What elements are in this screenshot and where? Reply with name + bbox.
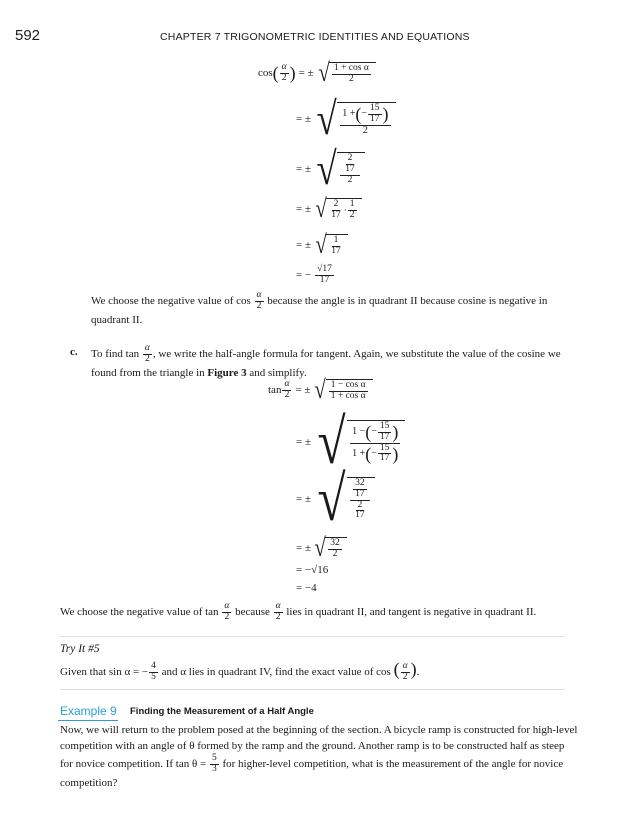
denominator: 2 bbox=[281, 72, 287, 83]
denominator: 17 bbox=[345, 164, 355, 175]
equals-pm: = ± bbox=[296, 113, 311, 125]
denominator: 2 bbox=[275, 611, 281, 622]
part-c-note bbox=[60, 602, 570, 623]
denominator: 17 bbox=[319, 274, 330, 285]
note-text: We choose the negative value of tan bbox=[60, 606, 219, 618]
numerator: 15 bbox=[370, 102, 380, 113]
denominator: 2 bbox=[402, 671, 408, 682]
intro-text: found from the triangle in bbox=[91, 366, 205, 379]
numerator: α bbox=[256, 290, 262, 300]
try-it-text-2: and α lies in quadrant IV, find the exact value of cos bbox=[161, 666, 391, 678]
part-b-result bbox=[296, 265, 335, 286]
part-c-step1 bbox=[268, 377, 373, 403]
equals-pm: = ± bbox=[296, 163, 311, 175]
equals-pm: = ± bbox=[296, 542, 311, 554]
example-line: competition with an angle of θ formed by the ramp and the ground. Another ramp is to be constructed half as steep bbox=[60, 740, 565, 752]
example-label: Example 9 bbox=[60, 704, 117, 718]
try-it-title: Try It #5 bbox=[60, 643, 100, 655]
denominator: 2 bbox=[256, 300, 262, 311]
intro-text: To find tan bbox=[91, 348, 140, 360]
example-body bbox=[60, 722, 580, 791]
example-title: Finding the Measurement of a Half Angle bbox=[130, 706, 314, 717]
numerator: √17 bbox=[317, 264, 332, 274]
denominator: 2 bbox=[284, 389, 290, 400]
denominator: 2 bbox=[144, 353, 150, 364]
numerator: 32 bbox=[355, 477, 365, 488]
denominator: 2 bbox=[362, 124, 368, 136]
try-it-text-1: Given that sin α = − bbox=[60, 666, 149, 678]
chapter-header bbox=[160, 31, 470, 43]
numerator: α bbox=[281, 61, 287, 72]
numerator: α bbox=[402, 661, 408, 671]
note-text: quadrant II. bbox=[91, 313, 143, 326]
paren: ( bbox=[272, 63, 279, 83]
radical-sign: √ bbox=[317, 406, 346, 477]
radical-sign: √ bbox=[316, 93, 337, 144]
numerator: α bbox=[275, 601, 281, 611]
part-b-step3 bbox=[296, 143, 365, 194]
try-it-text bbox=[60, 660, 570, 683]
page-number: 592 bbox=[15, 27, 41, 44]
radical-sign: √ bbox=[317, 463, 346, 534]
example-underline bbox=[58, 720, 118, 721]
example-line: for novice competition. If tan θ = bbox=[60, 758, 207, 770]
period: . bbox=[416, 666, 420, 678]
part-c-step3 bbox=[296, 463, 375, 534]
part-c-label: c. bbox=[70, 346, 78, 358]
part-b-step2: = ± √ 1 + ( − $\frac{15}{17}$ ) 2 bbox=[296, 96, 396, 142]
numerator: 4 bbox=[151, 661, 156, 671]
numerator: 1 + cos α bbox=[333, 62, 369, 73]
denominator: 3 bbox=[211, 763, 217, 774]
denominator: 17 bbox=[355, 510, 365, 521]
half-alpha-frac bbox=[280, 63, 289, 84]
example-line: competition? bbox=[60, 776, 118, 789]
chapter-title: TRIGONOMETRIC IDENTITIES AND EQUATIONS bbox=[223, 31, 470, 43]
divider bbox=[60, 636, 565, 637]
numerator: α bbox=[224, 601, 230, 611]
denominator: 17 bbox=[355, 488, 365, 499]
part-b-step4: = ± √ $\frac{2}{17}$ · $\frac{1}{2}$ bbox=[296, 196, 362, 222]
paren: ) bbox=[289, 63, 296, 83]
note-text: because bbox=[235, 606, 270, 618]
part-c-step4 bbox=[296, 535, 347, 561]
figure-link[interactable]: Figure 3 bbox=[207, 366, 247, 379]
note-text: because the angle is in quadrant II because cosine is negative in bbox=[267, 295, 548, 307]
example-line: Now, we will return to the problem posed at the beginning of the section. A bicycle ramp is constructed for high-level bbox=[60, 724, 578, 736]
equals-pm: = ± bbox=[296, 203, 311, 215]
tan-label: tan bbox=[268, 384, 282, 396]
intro-text: and simplify. bbox=[249, 366, 307, 379]
part-b-step5 bbox=[296, 232, 348, 258]
denominator: 2 bbox=[347, 174, 353, 185]
numerator: 1 − cos α bbox=[330, 379, 366, 390]
radical-sign: √ bbox=[316, 143, 337, 194]
numerator: 2 bbox=[347, 153, 353, 164]
one-plus: 1 + bbox=[342, 108, 356, 119]
cos-label: cos bbox=[258, 67, 273, 79]
equals-minus: = − bbox=[296, 269, 312, 282]
part-b-note bbox=[91, 291, 571, 329]
numerator: α bbox=[144, 343, 150, 353]
equals-pm: = ± bbox=[298, 67, 314, 79]
radical-sign: √ bbox=[315, 194, 327, 223]
note-text: lies in quadrant II, and tangent is negative in quadrant II. bbox=[286, 606, 537, 618]
denominator: 1 + cos α bbox=[330, 390, 366, 401]
radical-sign: √ bbox=[318, 58, 330, 87]
chapter-label: CHAPTER 7 bbox=[160, 31, 221, 43]
example-line: for higher-level competition, what is the measurement of the angle for novice bbox=[222, 758, 564, 770]
paren: ( bbox=[393, 659, 400, 679]
denominator: 17 bbox=[370, 113, 380, 124]
minus-sign: − bbox=[361, 108, 368, 119]
part-c-step6: = −4 bbox=[296, 582, 317, 594]
numerator: 2 bbox=[357, 499, 363, 510]
part-b-step1 bbox=[258, 60, 376, 86]
sqrt bbox=[317, 60, 376, 86]
numerator: α bbox=[284, 378, 290, 389]
denominator: 2 bbox=[349, 73, 354, 84]
denominator: 2 bbox=[332, 548, 338, 559]
denominator: 5 bbox=[151, 671, 156, 682]
intro-text: , we write the half-angle formula for tangent. Again, we substitute the value of the cosine we bbox=[152, 348, 561, 360]
numerator: 1 bbox=[333, 234, 339, 245]
equals-pm: = ± bbox=[296, 493, 311, 505]
divider bbox=[60, 689, 565, 690]
numerator: 5 bbox=[211, 753, 217, 763]
denominator: 2 bbox=[224, 611, 230, 622]
part-c-step5: = −√16 bbox=[296, 564, 329, 576]
equals-pm: = ± bbox=[296, 436, 311, 448]
radical-sign: √ bbox=[315, 230, 327, 259]
radical-sign: √ bbox=[314, 375, 327, 404]
radical-sign: √ bbox=[314, 533, 326, 562]
denominator: 17 bbox=[331, 245, 341, 256]
note-text: We choose the negative value of cos bbox=[91, 295, 251, 307]
numerator: 32 bbox=[330, 537, 340, 548]
equals-pm: = ± bbox=[296, 239, 311, 251]
part-c-step2: = ± √ 1 − ( − $\frac{15}{17}$ ) 1 + ( − $\frac{15}{17}$ ) bbox=[296, 410, 405, 474]
equals-pm: = ± bbox=[295, 384, 311, 396]
paren: ) bbox=[410, 659, 417, 679]
